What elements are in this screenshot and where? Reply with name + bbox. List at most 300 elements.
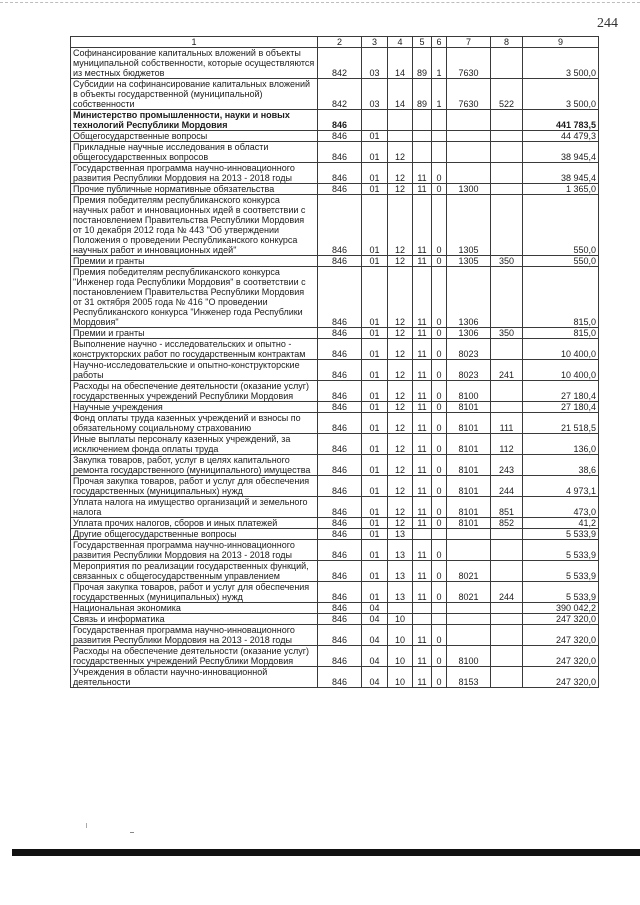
cell-target-code: 8100: [447, 646, 491, 667]
cell-section-code: 01: [362, 267, 388, 328]
cell-target-code: 8153: [447, 667, 491, 688]
cell-target-code: 8023: [447, 360, 491, 381]
cell-target-code: 8101: [447, 455, 491, 476]
cell-subprogram-code: 1: [432, 48, 447, 79]
cell-target-code: 8101: [447, 476, 491, 497]
cell-target-code: [447, 142, 491, 163]
cell-target-code: [447, 163, 491, 184]
table-row: [71, 540, 599, 561]
cell-admin-code: 846: [318, 267, 362, 328]
cell-section-code: 01: [362, 402, 388, 413]
cell-item-name: Субсидии на софинансирование капитальных вложений в объекты государственной (муниципальной) собственности: [71, 79, 318, 110]
cell-subsection-code: 12: [388, 402, 413, 413]
cell-amount: 815,0: [523, 267, 599, 328]
cell-program-code: 11: [413, 267, 432, 328]
cell-amount: 247 320,0: [523, 646, 599, 667]
cell-program-code: 11: [413, 561, 432, 582]
cell-subsection-code: 12: [388, 267, 413, 328]
table-row: [71, 603, 599, 614]
cell-expense-type-code: [491, 529, 523, 540]
table-row: [71, 434, 599, 455]
cell-target-code: 7630: [447, 48, 491, 79]
cell-target-code: 8101: [447, 497, 491, 518]
cell-subprogram-code: 0: [432, 646, 447, 667]
table-row: [71, 625, 599, 646]
cell-subsection-code: 14: [388, 48, 413, 79]
scan-bottom-edge: [12, 849, 640, 856]
column-header: 7: [447, 37, 491, 48]
cell-admin-code: 842: [318, 79, 362, 110]
cell-admin-code: 846: [318, 455, 362, 476]
cell-item-name: Уплата налога на имущество организаций и земельного налога: [71, 497, 318, 518]
cell-target-code: 1305: [447, 195, 491, 256]
cell-subprogram-code: 0: [432, 381, 447, 402]
cell-expense-type-code: 852: [491, 518, 523, 529]
table-row: [71, 476, 599, 497]
cell-admin-code: 846: [318, 402, 362, 413]
cell-subsection-code: 12: [388, 256, 413, 267]
cell-section-code: 01: [362, 184, 388, 195]
cell-subsection-code: 13: [388, 561, 413, 582]
cell-subprogram-code: 0: [432, 667, 447, 688]
cell-subprogram-code: 0: [432, 360, 447, 381]
cell-program-code: [413, 131, 432, 142]
cell-subsection-code: 10: [388, 667, 413, 688]
cell-item-name: Премия победителям республиканского конкурса "Инженер года Республики Мордовия" в соответствии с постановлением Правительства Республики Мордовия от 31 октября 2005 года № 416 "О проведении Республиканского конкурса "Инженер года Республики Мордовия": [71, 267, 318, 328]
table-row: [71, 646, 599, 667]
cell-admin-code: 846: [318, 131, 362, 142]
cell-item-name: Общегосударственные вопросы: [71, 131, 318, 142]
cell-target-code: 1306: [447, 267, 491, 328]
column-header: 6: [432, 37, 447, 48]
cell-section-code: 01: [362, 561, 388, 582]
cell-expense-type-code: 522: [491, 79, 523, 110]
table-row: [71, 667, 599, 688]
table-row: [71, 79, 599, 110]
cell-item-name: Иные выплаты персоналу казенных учреждений, за исключением фонда оплаты труда: [71, 434, 318, 455]
cell-subsection-code: 12: [388, 184, 413, 195]
cell-subsection-code: 12: [388, 518, 413, 529]
cell-program-code: [413, 529, 432, 540]
cell-expense-type-code: 244: [491, 582, 523, 603]
cell-expense-type-code: [491, 402, 523, 413]
cell-admin-code: 846: [318, 625, 362, 646]
cell-amount: 247 320,0: [523, 667, 599, 688]
cell-subprogram-code: 0: [432, 434, 447, 455]
cell-amount: 10 400,0: [523, 360, 599, 381]
table-row: [71, 267, 599, 328]
cell-program-code: 11: [413, 328, 432, 339]
cell-section-code: 04: [362, 625, 388, 646]
cell-subsection-code: [388, 110, 413, 131]
cell-amount: 27 180,4: [523, 381, 599, 402]
cell-amount: 390 042,2: [523, 603, 599, 614]
cell-item-name: Уплата прочих налогов, сборов и иных платежей: [71, 518, 318, 529]
column-header: 1: [71, 37, 318, 48]
cell-item-name: Расходы на обеспечение деятельности (оказание услуг) государственных учреждений Республики Мордовия: [71, 381, 318, 402]
cell-subprogram-code: 0: [432, 540, 447, 561]
cell-subprogram-code: 0: [432, 402, 447, 413]
cell-target-code: 1306: [447, 328, 491, 339]
cell-subsection-code: 12: [388, 455, 413, 476]
cell-program-code: 11: [413, 402, 432, 413]
cell-program-code: 11: [413, 667, 432, 688]
cell-program-code: 11: [413, 625, 432, 646]
cell-amount: 3 500,0: [523, 79, 599, 110]
cell-subprogram-code: 0: [432, 455, 447, 476]
column-header: 9: [523, 37, 599, 48]
cell-section-code: 01: [362, 339, 388, 360]
cell-expense-type-code: [491, 646, 523, 667]
cell-amount: 5 533,9: [523, 540, 599, 561]
cell-subprogram-code: 0: [432, 256, 447, 267]
cell-expense-type-code: [491, 561, 523, 582]
cell-subsection-code: 12: [388, 328, 413, 339]
column-header: 3: [362, 37, 388, 48]
table-row: [71, 529, 599, 540]
cell-program-code: 89: [413, 79, 432, 110]
cell-section-code: 01: [362, 195, 388, 256]
cell-subprogram-code: 0: [432, 518, 447, 529]
cell-amount: 41,2: [523, 518, 599, 529]
cell-program-code: 11: [413, 476, 432, 497]
cell-item-name: Научные учреждения: [71, 402, 318, 413]
cell-subprogram-code: 0: [432, 267, 447, 328]
table-row: [71, 328, 599, 339]
cell-admin-code: 846: [318, 582, 362, 603]
cell-subsection-code: 10: [388, 646, 413, 667]
cell-admin-code: 846: [318, 603, 362, 614]
cell-target-code: 1305: [447, 256, 491, 267]
scan-mark: [130, 832, 134, 833]
cell-amount: 136,0: [523, 434, 599, 455]
cell-target-code: [447, 529, 491, 540]
cell-subsection-code: 10: [388, 625, 413, 646]
cell-subsection-code: 12: [388, 497, 413, 518]
cell-subprogram-code: 0: [432, 413, 447, 434]
cell-item-name: Другие общегосударственные вопросы: [71, 529, 318, 540]
cell-expense-type-code: 241: [491, 360, 523, 381]
scan-mark: [86, 823, 87, 828]
cell-program-code: 11: [413, 413, 432, 434]
cell-expense-type-code: [491, 110, 523, 131]
cell-admin-code: 846: [318, 381, 362, 402]
cell-amount: 38 945,4: [523, 142, 599, 163]
cell-target-code: 8101: [447, 413, 491, 434]
cell-item-name: Связь и информатика: [71, 614, 318, 625]
cell-program-code: [413, 110, 432, 131]
table-row: [71, 110, 599, 131]
cell-subsection-code: 12: [388, 163, 413, 184]
cell-admin-code: 846: [318, 667, 362, 688]
cell-admin-code: 846: [318, 328, 362, 339]
cell-subsection-code: 12: [388, 142, 413, 163]
cell-expense-type-code: 350: [491, 328, 523, 339]
cell-item-name: Государственная программа научно-инновационного развития Республики Мордовия на 2013 - 2018 годы: [71, 163, 318, 184]
cell-program-code: 11: [413, 195, 432, 256]
cell-item-name: Учреждения в области научно-инновационной деятельности: [71, 667, 318, 688]
cell-amount: 441 783,5: [523, 110, 599, 131]
cell-admin-code: 846: [318, 614, 362, 625]
table-row: [71, 131, 599, 142]
cell-target-code: 7630: [447, 79, 491, 110]
cell-amount: 21 518,5: [523, 413, 599, 434]
cell-expense-type-code: [491, 142, 523, 163]
cell-section-code: 04: [362, 614, 388, 625]
scan-top-edge: [0, 2, 640, 3]
cell-item-name: Прикладные научные исследования в области общегосударственных вопросов: [71, 142, 318, 163]
cell-target-code: [447, 614, 491, 625]
cell-target-code: [447, 603, 491, 614]
cell-amount: 247 320,0: [523, 614, 599, 625]
cell-expense-type-code: [491, 267, 523, 328]
cell-target-code: 8100: [447, 381, 491, 402]
cell-subsection-code: 10: [388, 614, 413, 625]
cell-subsection-code: 12: [388, 360, 413, 381]
cell-admin-code: 846: [318, 529, 362, 540]
cell-subprogram-code: 0: [432, 184, 447, 195]
cell-amount: 550,0: [523, 195, 599, 256]
table-row: [71, 256, 599, 267]
cell-subprogram-code: [432, 142, 447, 163]
cell-admin-code: 846: [318, 476, 362, 497]
cell-item-name: Премии и гранты: [71, 256, 318, 267]
cell-admin-code: 846: [318, 163, 362, 184]
cell-expense-type-code: [491, 667, 523, 688]
cell-section-code: [362, 110, 388, 131]
cell-amount: 473,0: [523, 497, 599, 518]
cell-subsection-code: 12: [388, 195, 413, 256]
cell-expense-type-code: 243: [491, 455, 523, 476]
cell-target-code: 8023: [447, 339, 491, 360]
cell-subsection-code: 14: [388, 79, 413, 110]
cell-amount: 10 400,0: [523, 339, 599, 360]
cell-admin-code: 846: [318, 561, 362, 582]
cell-admin-code: 842: [318, 48, 362, 79]
cell-subprogram-code: 0: [432, 195, 447, 256]
cell-admin-code: 846: [318, 434, 362, 455]
cell-section-code: 01: [362, 529, 388, 540]
cell-admin-code: 846: [318, 110, 362, 131]
cell-amount: 38 945,4: [523, 163, 599, 184]
cell-expense-type-code: [491, 381, 523, 402]
cell-admin-code: 846: [318, 339, 362, 360]
cell-subprogram-code: [432, 131, 447, 142]
cell-section-code: 01: [362, 328, 388, 339]
table-row: [71, 360, 599, 381]
table-row: [71, 184, 599, 195]
cell-expense-type-code: [491, 614, 523, 625]
cell-item-name: Научно-исследовательские и опытно-конструкторские работы: [71, 360, 318, 381]
cell-subprogram-code: [432, 614, 447, 625]
cell-subprogram-code: 0: [432, 582, 447, 603]
table-row: [71, 455, 599, 476]
cell-expense-type-code: 111: [491, 413, 523, 434]
cell-subsection-code: 12: [388, 381, 413, 402]
table-row: [71, 48, 599, 79]
cell-subprogram-code: 0: [432, 497, 447, 518]
cell-subsection-code: 12: [388, 434, 413, 455]
cell-item-name: Премии и гранты: [71, 328, 318, 339]
cell-expense-type-code: [491, 195, 523, 256]
cell-expense-type-code: [491, 603, 523, 614]
cell-amount: 5 533,9: [523, 529, 599, 540]
cell-amount: 5 533,9: [523, 561, 599, 582]
cell-expense-type-code: 112: [491, 434, 523, 455]
cell-admin-code: 846: [318, 142, 362, 163]
cell-item-name: Прочая закупка товаров, работ и услуг для обеспечения государственных (муниципальных) нужд: [71, 582, 318, 603]
cell-program-code: 11: [413, 518, 432, 529]
cell-subsection-code: 13: [388, 540, 413, 561]
cell-subsection-code: [388, 603, 413, 614]
cell-subprogram-code: 0: [432, 476, 447, 497]
cell-target-code: 8021: [447, 582, 491, 603]
cell-section-code: 01: [362, 434, 388, 455]
table-row: [71, 614, 599, 625]
cell-expense-type-code: [491, 625, 523, 646]
cell-expense-type-code: 851: [491, 497, 523, 518]
cell-subsection-code: [388, 131, 413, 142]
cell-item-name: Мероприятия по реализации государственных функций, связанных с общегосударственным управлением: [71, 561, 318, 582]
cell-amount: 4 973,1: [523, 476, 599, 497]
page-number: 244: [597, 16, 618, 31]
cell-admin-code: 846: [318, 497, 362, 518]
cell-admin-code: 846: [318, 540, 362, 561]
cell-item-name: Прочие публичные нормативные обязательства: [71, 184, 318, 195]
cell-section-code: 01: [362, 131, 388, 142]
cell-section-code: 03: [362, 79, 388, 110]
cell-admin-code: 846: [318, 195, 362, 256]
column-header: 2: [318, 37, 362, 48]
cell-target-code: [447, 110, 491, 131]
cell-program-code: 11: [413, 163, 432, 184]
cell-subsection-code: 12: [388, 339, 413, 360]
cell-section-code: 01: [362, 518, 388, 529]
cell-subprogram-code: 1: [432, 79, 447, 110]
cell-expense-type-code: 350: [491, 256, 523, 267]
cell-program-code: 11: [413, 497, 432, 518]
cell-item-name: Софинансирование капитальных вложений в объекты муниципальной собственности, которые осуществляются из местных бюджетов: [71, 48, 318, 79]
cell-item-name: Государственная программа научно-инновационного развития Республики Мордовия на 2013 - 2018 годы: [71, 625, 318, 646]
cell-subsection-code: 13: [388, 582, 413, 603]
cell-subprogram-code: 0: [432, 561, 447, 582]
cell-expense-type-code: 244: [491, 476, 523, 497]
cell-target-code: [447, 131, 491, 142]
cell-program-code: 11: [413, 184, 432, 195]
cell-section-code: 04: [362, 667, 388, 688]
cell-expense-type-code: [491, 163, 523, 184]
cell-subprogram-code: [432, 110, 447, 131]
cell-expense-type-code: [491, 339, 523, 360]
cell-target-code: 8101: [447, 402, 491, 413]
cell-program-code: 11: [413, 256, 432, 267]
cell-section-code: 01: [362, 360, 388, 381]
cell-amount: 27 180,4: [523, 402, 599, 413]
cell-section-code: 03: [362, 48, 388, 79]
cell-program-code: 11: [413, 434, 432, 455]
table-row: [71, 518, 599, 529]
cell-program-code: 11: [413, 381, 432, 402]
table-header-row: [71, 37, 599, 48]
cell-amount: 44 479,3: [523, 131, 599, 142]
cell-item-name: Фонд оплаты труда казенных учреждений и взносы по обязательному социальному страхованию: [71, 413, 318, 434]
cell-program-code: [413, 603, 432, 614]
cell-expense-type-code: [491, 48, 523, 79]
cell-section-code: 01: [362, 540, 388, 561]
table-row: [71, 413, 599, 434]
cell-section-code: 01: [362, 381, 388, 402]
cell-subsection-code: 12: [388, 413, 413, 434]
cell-target-code: 8021: [447, 561, 491, 582]
cell-item-name: Министерство промышленности, науки и новых технологий Республики Мордовия: [71, 110, 318, 131]
cell-expense-type-code: [491, 131, 523, 142]
cell-program-code: 11: [413, 339, 432, 360]
table-row: [71, 582, 599, 603]
table-row: [71, 381, 599, 402]
cell-target-code: [447, 625, 491, 646]
cell-admin-code: 846: [318, 518, 362, 529]
column-header: 8: [491, 37, 523, 48]
cell-program-code: 11: [413, 455, 432, 476]
cell-amount: 38,6: [523, 455, 599, 476]
cell-section-code: 01: [362, 476, 388, 497]
cell-section-code: 01: [362, 582, 388, 603]
cell-admin-code: 846: [318, 646, 362, 667]
table-row: [71, 402, 599, 413]
column-header: 5: [413, 37, 432, 48]
cell-item-name: Выполнение научно - исследовательских и опытно - конструкторских работ по государственным контрактам: [71, 339, 318, 360]
cell-section-code: 04: [362, 646, 388, 667]
cell-program-code: 11: [413, 582, 432, 603]
cell-amount: 3 500,0: [523, 48, 599, 79]
cell-subprogram-code: 0: [432, 339, 447, 360]
cell-program-code: 89: [413, 48, 432, 79]
cell-item-name: Прочая закупка товаров, работ и услуг для обеспечения государственных (муниципальных) нужд: [71, 476, 318, 497]
cell-item-name: Государственная программа научно-инновационного развития Республики Мордовия на 2013 - 2018 годы: [71, 540, 318, 561]
table-row: [71, 561, 599, 582]
cell-subprogram-code: 0: [432, 163, 447, 184]
table-row: [71, 339, 599, 360]
cell-target-code: 8101: [447, 518, 491, 529]
cell-expense-type-code: [491, 540, 523, 561]
cell-section-code: 01: [362, 163, 388, 184]
cell-program-code: 11: [413, 540, 432, 561]
cell-amount: 247 320,0: [523, 625, 599, 646]
cell-subsection-code: 13: [388, 529, 413, 540]
cell-admin-code: 846: [318, 184, 362, 195]
table-body: [71, 37, 599, 688]
cell-program-code: [413, 142, 432, 163]
cell-item-name: Премия победителям республиканского конкурса научных работ и инновационных идей в соответствии с постановлением Правительства Республики Мордовия от 10 декабря 2012 года № 443 "Об утверждении Положения о проведении Республиканского конкурса научных работ и инновационных идей": [71, 195, 318, 256]
cell-section-code: 01: [362, 256, 388, 267]
cell-subprogram-code: 0: [432, 328, 447, 339]
cell-section-code: 01: [362, 142, 388, 163]
column-header: 4: [388, 37, 413, 48]
cell-target-code: 1300: [447, 184, 491, 195]
cell-subsection-code: 12: [388, 476, 413, 497]
cell-amount: 815,0: [523, 328, 599, 339]
cell-target-code: [447, 540, 491, 561]
cell-program-code: [413, 614, 432, 625]
cell-expense-type-code: [491, 184, 523, 195]
cell-program-code: 11: [413, 360, 432, 381]
cell-admin-code: 846: [318, 360, 362, 381]
cell-amount: 5 533,9: [523, 582, 599, 603]
cell-item-name: Закупка товаров, работ, услуг в целях капитального ремонта государственного (муниципального) имущества: [71, 455, 318, 476]
table-row: [71, 497, 599, 518]
table-row: [71, 142, 599, 163]
cell-admin-code: 846: [318, 413, 362, 434]
